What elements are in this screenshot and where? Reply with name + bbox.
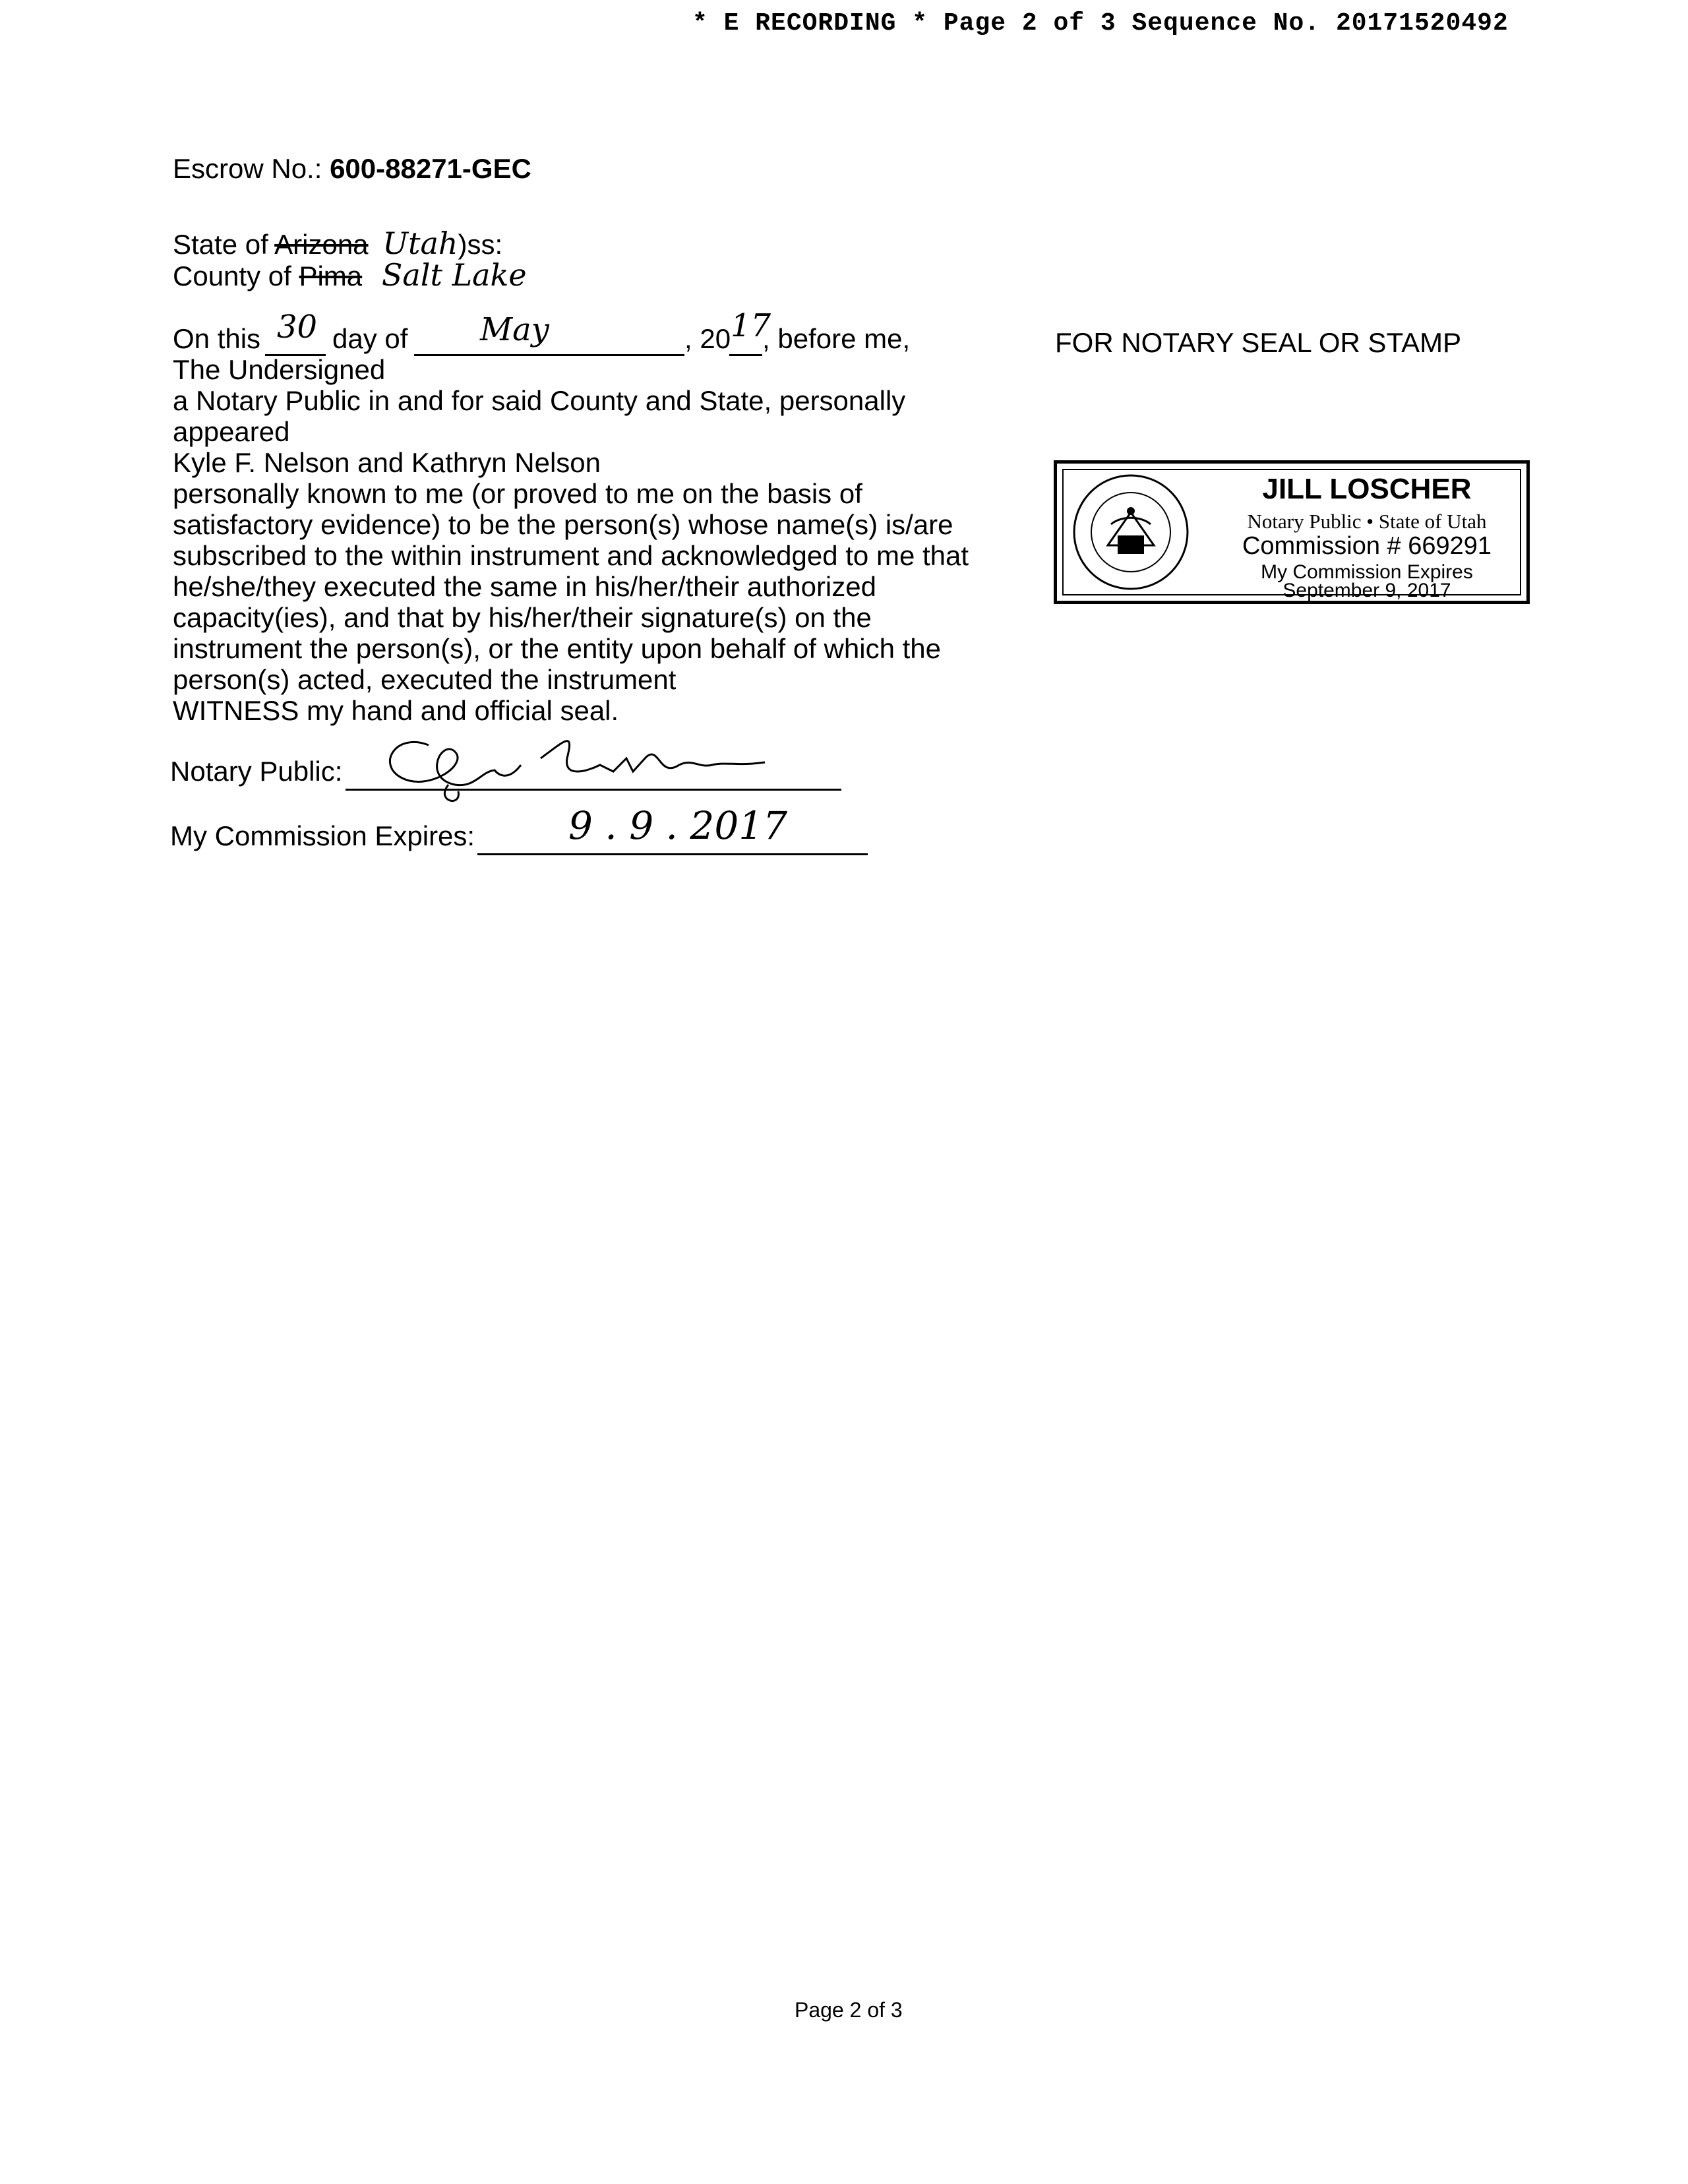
escrow-label: Escrow No.: bbox=[173, 153, 322, 184]
county-struck: Pima bbox=[299, 260, 363, 291]
ack-line-parties: Kyle F. Nelson and Kathryn Nelson bbox=[173, 447, 601, 478]
ack-line: satisfactory evidence) to be the person(s) whose name(s) is/are bbox=[173, 509, 953, 540]
stamp-notary-name: JILL LOSCHER bbox=[1262, 473, 1472, 505]
state-handwritten: Utah bbox=[382, 226, 458, 261]
state-line bbox=[173, 228, 502, 260]
county-line bbox=[173, 257, 527, 293]
date-line-before-me: , before me, bbox=[762, 323, 911, 354]
year-handwritten: 17 bbox=[731, 307, 771, 344]
ack-line: person(s) acted, executed the instrument bbox=[173, 664, 677, 695]
commission-expires-handwritten: 9 . 9 . 2017 bbox=[568, 803, 788, 848]
date-line-day-of: day of bbox=[332, 323, 408, 354]
county-prefix: County of bbox=[173, 260, 291, 291]
page-footer: Page 2 of 3 bbox=[795, 1998, 903, 2022]
ack-line: appeared bbox=[173, 416, 290, 447]
commission-expires-label: My Commission Expires: bbox=[170, 820, 475, 851]
ack-line: instrument the person(s), or the entity upon behalf of which the bbox=[173, 633, 941, 664]
recording-header: * E RECORDING * Page 2 of 3 Sequence No. 20171520492 bbox=[692, 9, 1509, 38]
ack-line: capacity(ies), and that by his/her/their signature(s) on the bbox=[173, 602, 872, 633]
utah-state-seal bbox=[1071, 473, 1190, 592]
county-handwritten: Salt Lake bbox=[381, 257, 527, 293]
state-prefix: State of bbox=[173, 229, 268, 260]
stamp-expires-label: My Commission Expires bbox=[1261, 561, 1473, 583]
stamp-notary-title: Notary Public • State of Utah bbox=[1247, 510, 1487, 533]
month-handwritten: May bbox=[480, 311, 549, 348]
escrow-number: 600-88271-GEC bbox=[330, 153, 531, 184]
ack-line: The Undersigned bbox=[173, 354, 386, 385]
ack-line: subscribed to the within instrument and acknowledged to me that bbox=[173, 540, 969, 571]
month-blank bbox=[414, 323, 684, 356]
ack-line: he/she/they executed the same in his/her/their authorized bbox=[173, 571, 876, 602]
date-line-on-this: On this bbox=[173, 323, 261, 354]
state-struck: Arizona bbox=[274, 229, 369, 260]
stamp-commission-number: Commission # 669291 bbox=[1242, 532, 1492, 560]
ack-line-witness: WITNESS my hand and official seal. bbox=[173, 695, 619, 726]
ack-line: personally known to me (or proved to me on the basis of bbox=[173, 478, 862, 509]
notary-public-label: Notary Public: bbox=[170, 756, 343, 787]
state-suffix: )ss: bbox=[458, 229, 503, 260]
escrow-number-line bbox=[173, 153, 531, 185]
date-line-year-prefix: , 20 bbox=[684, 323, 731, 354]
day-handwritten: 30 bbox=[277, 309, 318, 346]
ack-line: a Notary Public in and for said County and State, personally bbox=[173, 385, 906, 416]
stamp-expires-date: September 9, 2017 bbox=[1282, 580, 1451, 601]
seal-area-label: FOR NOTARY SEAL OR STAMP bbox=[1055, 327, 1462, 358]
notary-signature bbox=[369, 719, 804, 811]
notary-stamp bbox=[1054, 460, 1530, 604]
